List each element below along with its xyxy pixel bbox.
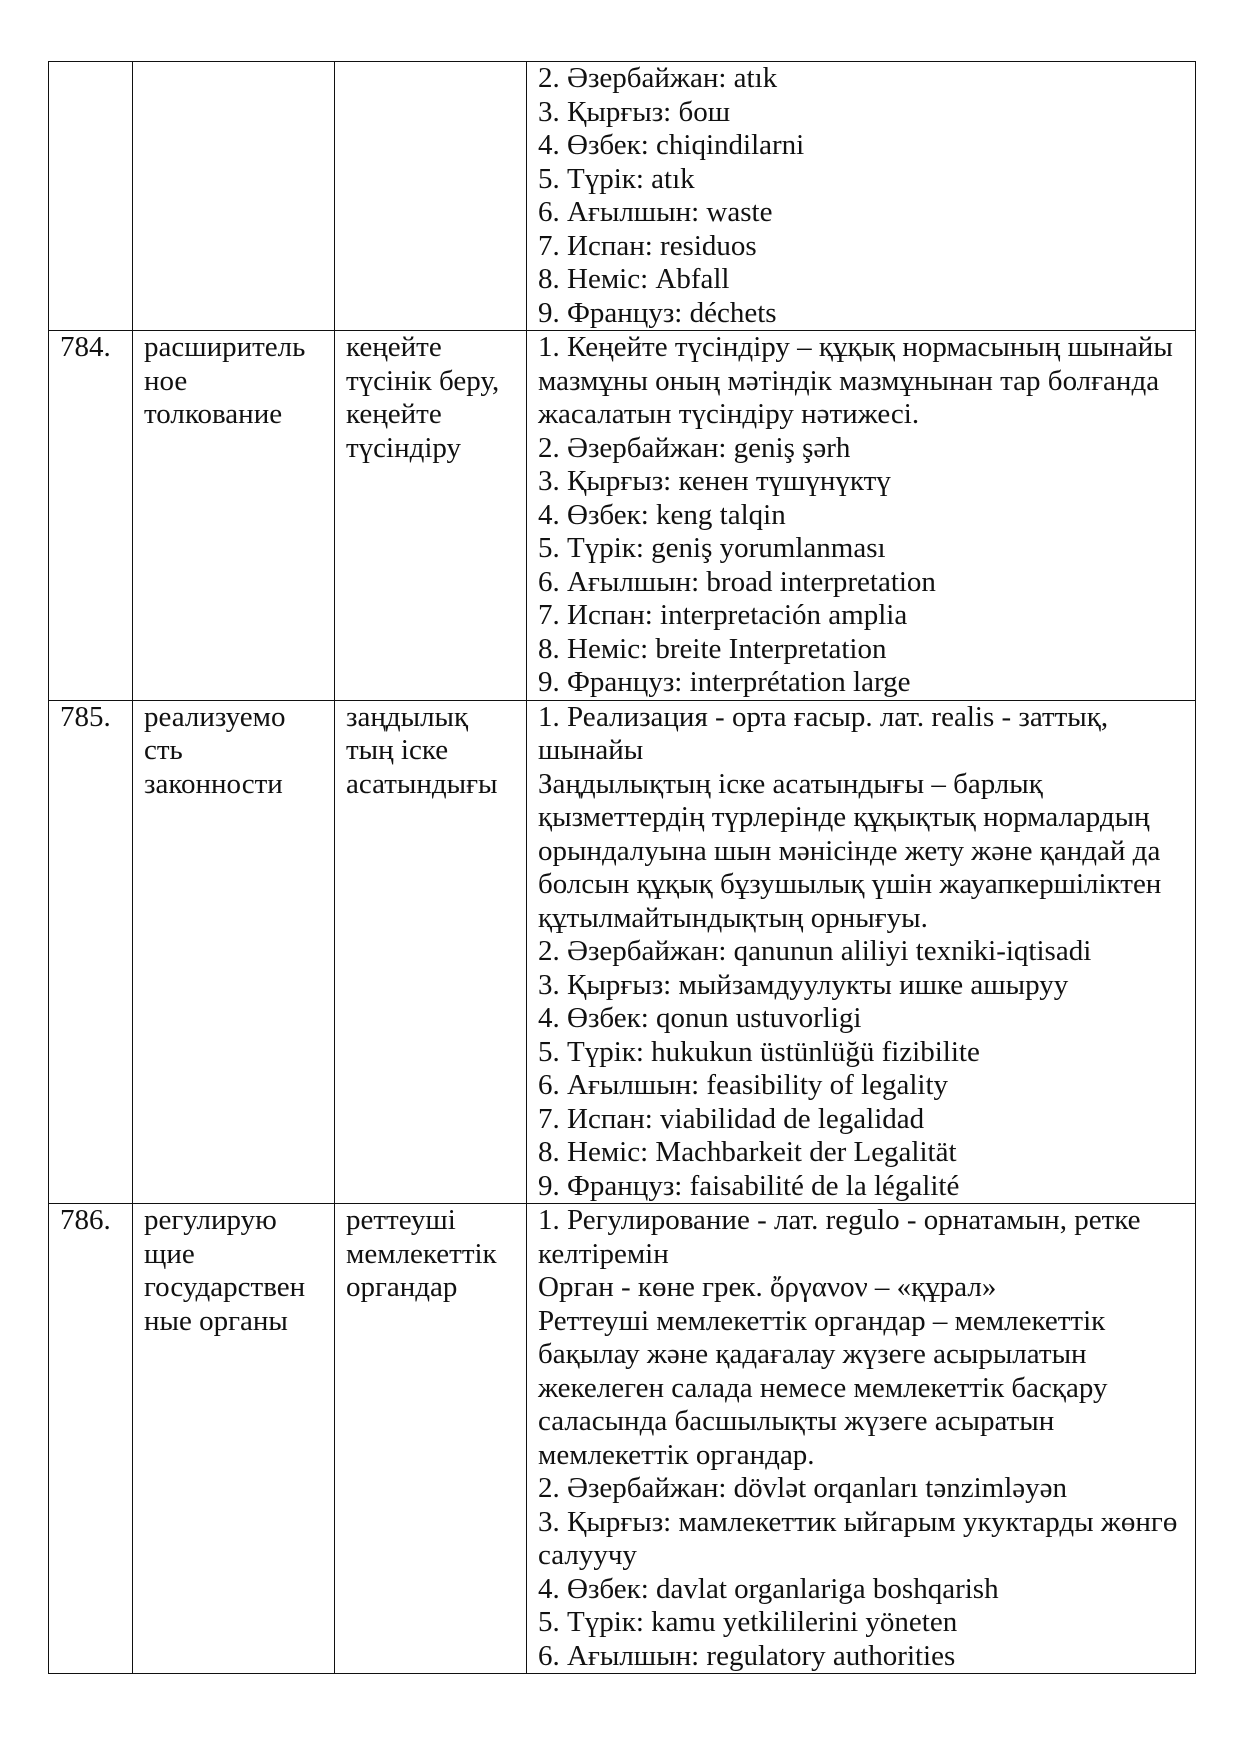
kazakh-term-line: асатындығы	[346, 767, 498, 800]
russian-term-line: ное	[144, 364, 188, 397]
entry-number: 785.	[60, 700, 111, 733]
russian-term-cell	[133, 700, 335, 1204]
russian-term-line: толкование	[144, 398, 283, 430]
definition-line: 3. Қырғыз: бош	[538, 95, 731, 128]
russian-term-line: законности	[144, 767, 283, 800]
definition-line: құтылмайтындықтың орнығуы.	[538, 901, 928, 934]
table-row	[49, 1204, 1196, 1674]
definition-line: 4. Өзбек: davlat organlariga boshqarish	[538, 1572, 999, 1605]
definition-line: 7. Испан: viabilidad de legalidad	[538, 1102, 925, 1135]
definition-line: 9. Француз: faisabilité de la légalité	[538, 1169, 960, 1202]
definition-line: 6. Ағылшын: feasibility of legality	[538, 1069, 949, 1101]
definition-line: 8. Неміс: Machbarkeit der Legalität	[538, 1136, 957, 1168]
kazakh-term-line: кеңейте	[346, 398, 442, 430]
definition-line: 4. Өзбек: keng talqin	[538, 498, 786, 531]
kazakh-term-line: органдар	[346, 1271, 458, 1303]
definition-line: салуучу	[538, 1539, 637, 1571]
kazakh-term-line: тың іске	[346, 734, 449, 766]
definition-line: жекелеген салада немесе мемлекеттік басқару	[538, 1371, 1108, 1404]
definition-line: мемлекеттік органдар.	[538, 1438, 815, 1471]
definition-line: жасалатын түсіндіру нәтижесі.	[538, 398, 920, 430]
definition-line: 3. Қырғыз: кенен түшүнүктү	[538, 465, 891, 497]
definition-cell	[527, 1204, 1196, 1674]
definition-line: 7. Испан: interpretación amplia	[538, 599, 908, 631]
russian-term-line: расширитель	[144, 331, 306, 363]
definition-line: 6. Ағылшын: regulatory authorities	[538, 1639, 956, 1672]
entry-number-cell	[49, 1204, 133, 1674]
entry-number-cell	[49, 62, 133, 331]
definition-line: 1. Реализация - орта ғасыр. лат. realis - заттық,	[538, 700, 1109, 733]
definition-line: мазмұны оның мәтіндік мазмұнынан тар болғанда	[538, 364, 1160, 397]
table-row	[49, 700, 1196, 1204]
definition-line: 3. Қырғыз: мыйзамдуулукты ишке ашыруу	[538, 968, 1069, 1001]
definition-line: 1. Кеңейте түсіндіру – құқық нормасының шынайы	[538, 331, 1173, 363]
definition-line: 2. Әзербайжан: dövlət orqanları tənzimləyən	[538, 1472, 1068, 1504]
russian-term-line: реализуемо	[144, 700, 286, 733]
russian-term-line: регулирую	[144, 1204, 277, 1236]
definition-line: болсын құқық бұзушылық үшін жауапкершіліктен	[538, 868, 1162, 900]
russian-term-cell	[133, 1204, 335, 1674]
kazakh-term-line: кеңейте	[346, 331, 442, 363]
definition-line: 1. Регулирование - лат. regulo - орнатамын, ретке	[538, 1204, 1141, 1236]
russian-term-line: ные органы	[144, 1304, 288, 1337]
definition-line: 4. Өзбек: chiqindilarni	[538, 129, 805, 161]
definition-line: Реттеуші мемлекеттік органдар – мемлекеттік	[538, 1304, 1106, 1337]
definition-line: шынайы	[538, 734, 644, 766]
kazakh-term-cell	[335, 1204, 527, 1674]
kazakh-term-line: заңдылық	[346, 700, 469, 733]
definition-cell	[527, 331, 1196, 701]
definition-line: 9. Француз: interprétation large	[538, 666, 911, 698]
russian-term-line: государствен	[144, 1271, 306, 1303]
definition-line: бақылау және қадағалау жүзеге асырылатын	[538, 1338, 1087, 1370]
russian-term-line: сть	[144, 734, 183, 766]
entry-number-cell	[49, 700, 133, 1204]
definition-line: 3. Қырғыз: мамлекеттик ыйгарым укуктарды жөнгө	[538, 1505, 1178, 1538]
glossary-table	[48, 61, 1196, 1674]
definition-line: орындалуына шын мәнісінде жету және қандай да	[538, 834, 1161, 867]
definition-line: 8. Неміс: breite Interpretation	[538, 632, 887, 665]
russian-term-line: щие	[144, 1237, 195, 1270]
definition-line: 5. Түрік: hukukun üstünlüğü fizibilite	[538, 1035, 980, 1068]
definition-line: 6. Ағылшын: waste	[538, 196, 773, 228]
kazakh-term-line: түсінік беру,	[346, 364, 500, 397]
table-row	[49, 331, 1196, 701]
definition-line: 9. Француз: déchets	[538, 296, 777, 329]
entry-number: 786.	[60, 1204, 111, 1236]
definition-line: 5. Түрік: kamu yetkililerini yöneten	[538, 1606, 958, 1638]
russian-term-cell	[133, 62, 335, 331]
kazakh-term-line: түсіндіру	[346, 431, 462, 464]
table-row	[49, 62, 1196, 331]
definition-line: Заңдылықтың іске асатындығы – барлық	[538, 767, 1043, 800]
russian-term-cell	[133, 331, 335, 701]
kazakh-term-cell	[335, 62, 527, 331]
definition-cell	[527, 62, 1196, 331]
entry-number: 784.	[60, 331, 111, 363]
definition-line: 2. Әзербайжан: geniş şərh	[538, 431, 851, 464]
kazakh-term-line: мемлекеттік	[346, 1237, 497, 1270]
definition-line: 2. Әзербайжан: qanunun aliliyi texniki-iqtisadi	[538, 935, 1092, 967]
definition-line: саласында басшылықты жүзеге асыратын	[538, 1405, 1055, 1437]
definition-line: келтіремін	[538, 1237, 669, 1270]
definition-line: 4. Өзбек: qonun ustuvorligi	[538, 1002, 862, 1034]
definition-line: Орган - көне грек. ὄργανον – «құрал»	[538, 1271, 997, 1303]
definition-line: 6. Ағылшын: broad interpretation	[538, 565, 936, 598]
kazakh-term-cell	[335, 700, 527, 1204]
definition-line: 5. Түрік: atık	[538, 162, 695, 195]
definition-line: 8. Неміс: Abfall	[538, 263, 730, 295]
entry-number-cell	[49, 331, 133, 701]
kazakh-term-line: реттеуші	[346, 1204, 456, 1236]
definition-line: қызметтердің түрлерінде құқықтық нормалардың	[538, 801, 1150, 833]
definition-line: 2. Әзербайжан: atık	[538, 62, 778, 94]
definition-cell	[527, 700, 1196, 1204]
definition-line: 7. Испан: residuos	[538, 229, 757, 262]
definition-line: 5. Түрік: geniş yorumlanması	[538, 532, 886, 564]
kazakh-term-cell	[335, 331, 527, 701]
